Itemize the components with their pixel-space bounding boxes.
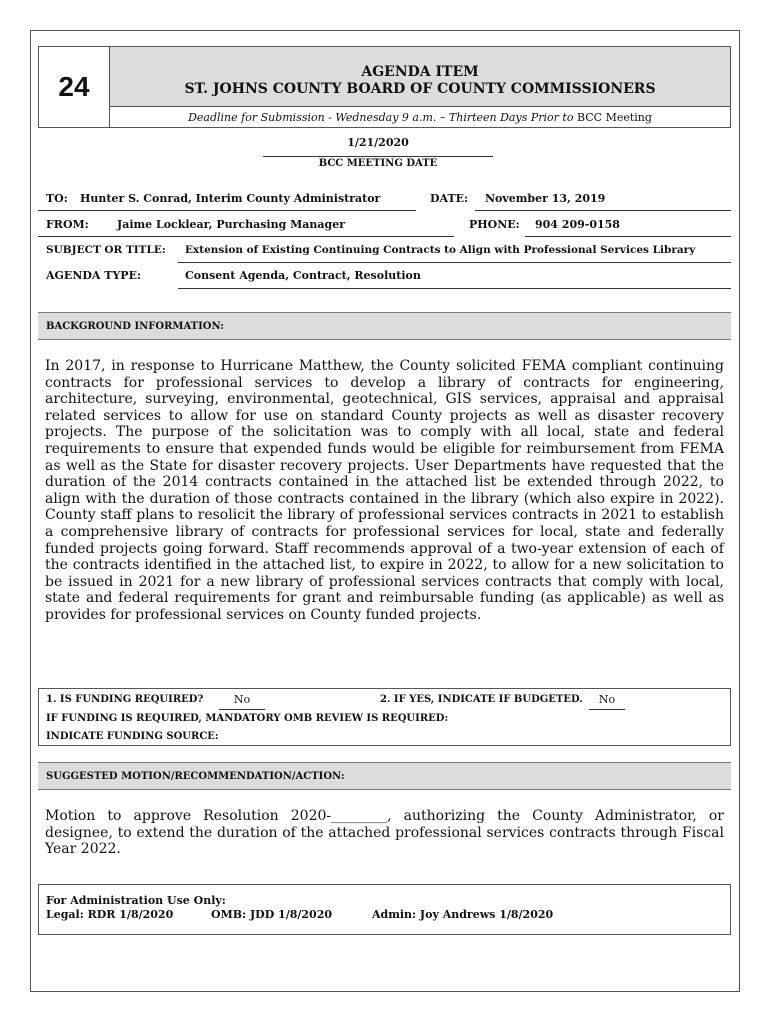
budgeted-label: 2. IF YES, INDICATE IF BUDGETED. <box>380 694 583 705</box>
date-underline <box>475 210 731 211</box>
to-value: Hunter S. Conrad, Interim County Administrator <box>80 192 381 205</box>
admin-box <box>38 884 731 935</box>
deadline-text: Deadline for Submission - Wednesday 9 a.m. – Thirteen Days Prior to <box>188 111 574 124</box>
from-value: Jaime Locklear, Purchasing Manager <box>117 218 346 231</box>
date-value: November 13, 2019 <box>485 192 606 205</box>
submission-deadline <box>110 107 730 128</box>
agenda-type-underline <box>178 288 731 289</box>
budgeted-underline <box>589 709 625 710</box>
omb-review-note: IF FUNDING IS REQUIRED, MANDATORY OMB REVIEW IS REQUIRED: <box>46 713 449 724</box>
motion-text: Motion to approve Resolution 2020-________, authorizing the County Administrator, or designee, to extend the duration of the attached professional services contracts through Fiscal Year 2022. <box>45 808 724 858</box>
meeting-date-value: 1/21/2020 <box>347 136 409 149</box>
from-label: FROM: <box>46 218 89 231</box>
from-underline <box>38 236 454 237</box>
meeting-date-label: BCC MEETING DATE <box>318 158 438 169</box>
admin-signoff: Admin: Joy Andrews 1/8/2020 <box>372 908 554 921</box>
subject-underline <box>178 262 731 263</box>
admin-heading: For Administration Use Only: <box>46 894 226 907</box>
omb-signoff: OMB: JDD 1/8/2020 <box>211 908 333 921</box>
agenda-item-number: 24 <box>39 47 110 127</box>
phone-label: PHONE: <box>469 218 520 231</box>
phone-underline <box>525 236 731 237</box>
funding-required-label: 1. IS FUNDING REQUIRED? <box>46 694 204 705</box>
legal-signoff: Legal: RDR 1/8/2020 <box>46 908 174 921</box>
motion-heading: SUGGESTED MOTION/RECOMMENDATION/ACTION: <box>38 762 731 790</box>
meeting-date-underline <box>263 156 493 157</box>
budgeted-value: No <box>598 693 616 706</box>
header-title-band <box>110 47 730 107</box>
agenda-type-value: Consent Agenda, Contract, Resolution <box>185 269 421 282</box>
subject-label: SUBJECT OR TITLE: <box>46 244 166 256</box>
background-text: In 2017, in response to Hurricane Matthew, the County solicited FEMA compliant continuing contracts for professional services to develop a library of contracts for engineering, architecture, surveying, environmental, geotechnical, GIS services, appraisal and appraisal related services to allow for use on standard County projects as well as disaster recovery projects. The purpose of the solicitation was to comply with all local, state and federal requirements to ensure that expended funds would be eligible for reimbursement from FEMA as well as the State for disaster recovery projects. User Departments have requested that the duration of the 2014 contracts contained in the attached list be extended through 2022, to align with the duration of those contracts contained in the library (which also expire in 2022). County staff plans to resolicit the library of professional services contracts in 2021 to establish a comprehensive library of contracts for professional services for local, state and federally funded projects going forward. Staff recommends approval of a two-year extension of each of the contracts identified in the attached list, to expire in 2022, to allow for a new solicitation to be issued in 2021 for a new library of professional services contracts that comply with local, state and federal requirements for grant and reimbursable funding (as applicable) as well as provides for professional services on County funded projects. <box>45 358 724 623</box>
background-heading: BACKGROUND INFORMATION: <box>38 312 731 340</box>
to-label: TO: <box>46 192 68 205</box>
phone-value: 904 209-0158 <box>535 218 620 231</box>
subject-value: Extension of Existing Continuing Contracts to Align with Professional Services Library <box>185 244 696 256</box>
funding-source-label: INDICATE FUNDING SOURCE: <box>46 731 219 742</box>
board-title: ST. JOHNS COUNTY BOARD OF COUNTY COMMISSIONERS <box>184 81 656 97</box>
to-underline <box>38 210 416 211</box>
deadline-suffix: BCC Meeting <box>576 111 652 124</box>
funding-required-underline <box>219 709 265 710</box>
funding-required-value: No <box>233 693 251 706</box>
funding-box <box>38 688 731 746</box>
agenda-type-label: AGENDA TYPE: <box>46 269 142 282</box>
agenda-item-title: AGENDA ITEM <box>361 64 479 80</box>
agenda-header <box>38 46 731 128</box>
date-label: DATE: <box>430 192 469 205</box>
